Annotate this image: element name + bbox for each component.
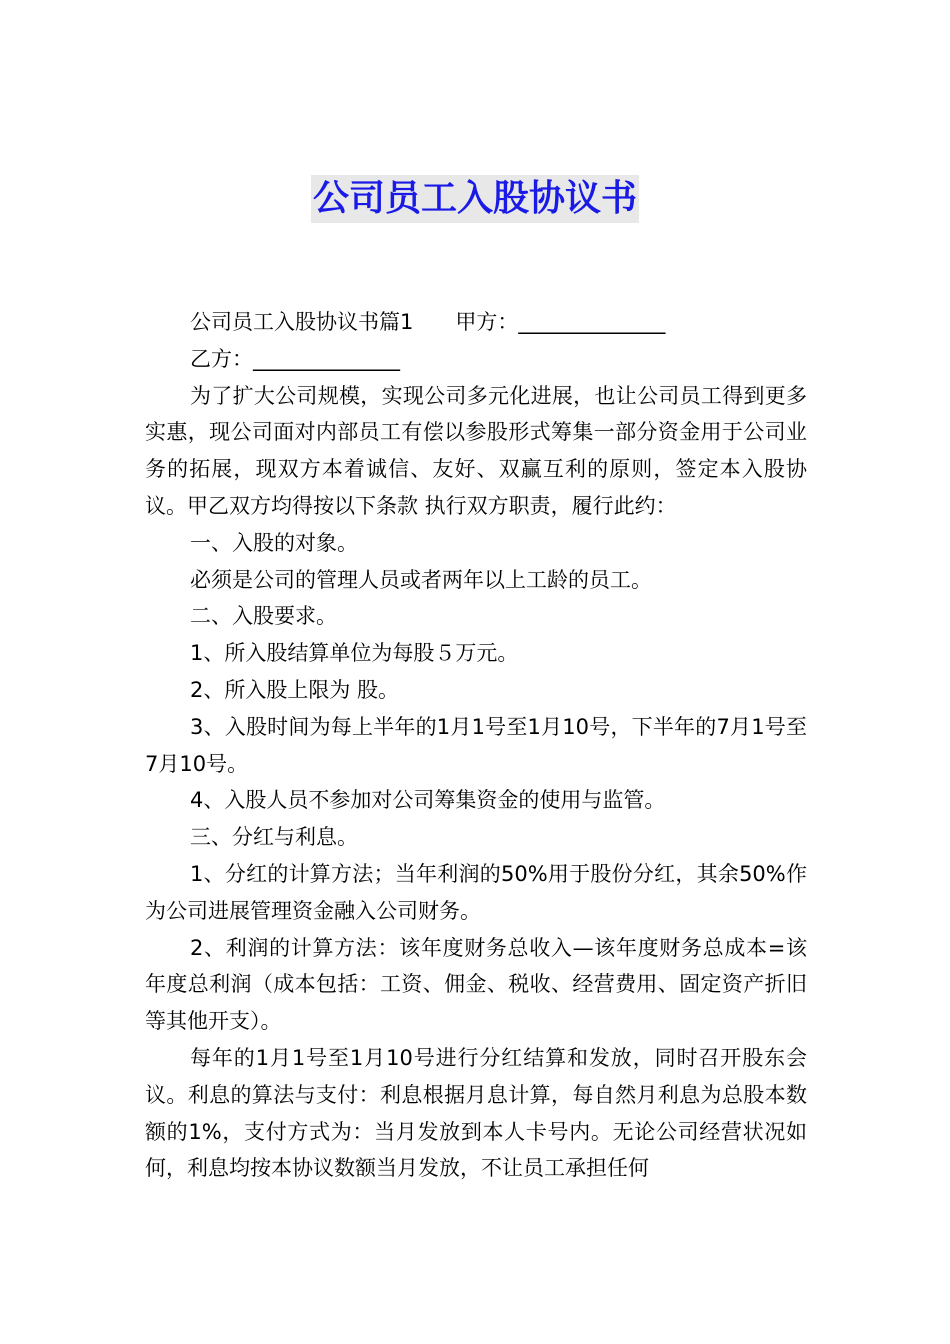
clause-2-3: 3、入股时间为每上半年的1月1号至1月10号，下半年的7月1号至7月10号。 <box>145 714 807 776</box>
clause-2-4: 4、入股人员不参加对公司筹集资金的使用与监管。 <box>190 788 666 813</box>
section-heading-1: 一、入股的对象。 <box>190 530 358 555</box>
paragraph-header: 公司员工入股协议书篇1 甲方：______________ <box>190 310 666 334</box>
clause-2-2: 2、所入股上限为 股。 <box>190 677 400 702</box>
section-heading-3: 三、分红与利息。 <box>190 825 358 850</box>
paragraph-eligibility: 必须是公司的管理人员或者两年以上工龄的员工。 <box>190 567 652 592</box>
clause-3-2: 2、利润的计算方法：该年度财务总收入—该年度财务总成本=该年度总利润（成本包括：工资、佣金、税收、经营费用、固定资产折旧等其他开支）。 <box>145 935 807 1034</box>
clause-2-1: 1、所入股结算单位为每股５万元。 <box>190 641 519 666</box>
document-body <box>145 304 807 1187</box>
document-title: 公司员工入股协议书 <box>311 175 639 223</box>
clause-3-1: 1、分红的计算方法；当年利润的50%用于股份分红，其余50%作为公司进展管理资金融入公司财务。 <box>145 861 807 923</box>
paragraph-party-b: 乙方：______________ <box>190 346 400 371</box>
paragraph-dividend-schedule: 每年的1月1号至1月10号进行分红结算和发放，同时召开股东会议。利息的算法与支付：利息根据月息计算，每自然月利息为总股本数额的1%，支付方式为：当月发放到本人卡号内。无论公司经营状况如何，利息均按本协议数额当月发放，不让员工承担任何 <box>145 1045 807 1181</box>
paragraph-intro: 为了扩大公司规模，实现公司多元化进展，也让公司员工得到更多实惠，现公司面对内部员工有偿以参股形式筹集一部分资金用于公司业务的拓展，现双方本着诚信、友好、双赢互利的原则，签定本入股协议。甲乙双方均得按以下条款 执行双方职责，履行此约： <box>145 383 807 518</box>
section-heading-2: 二、入股要求。 <box>190 604 337 629</box>
title-container <box>0 175 950 223</box>
